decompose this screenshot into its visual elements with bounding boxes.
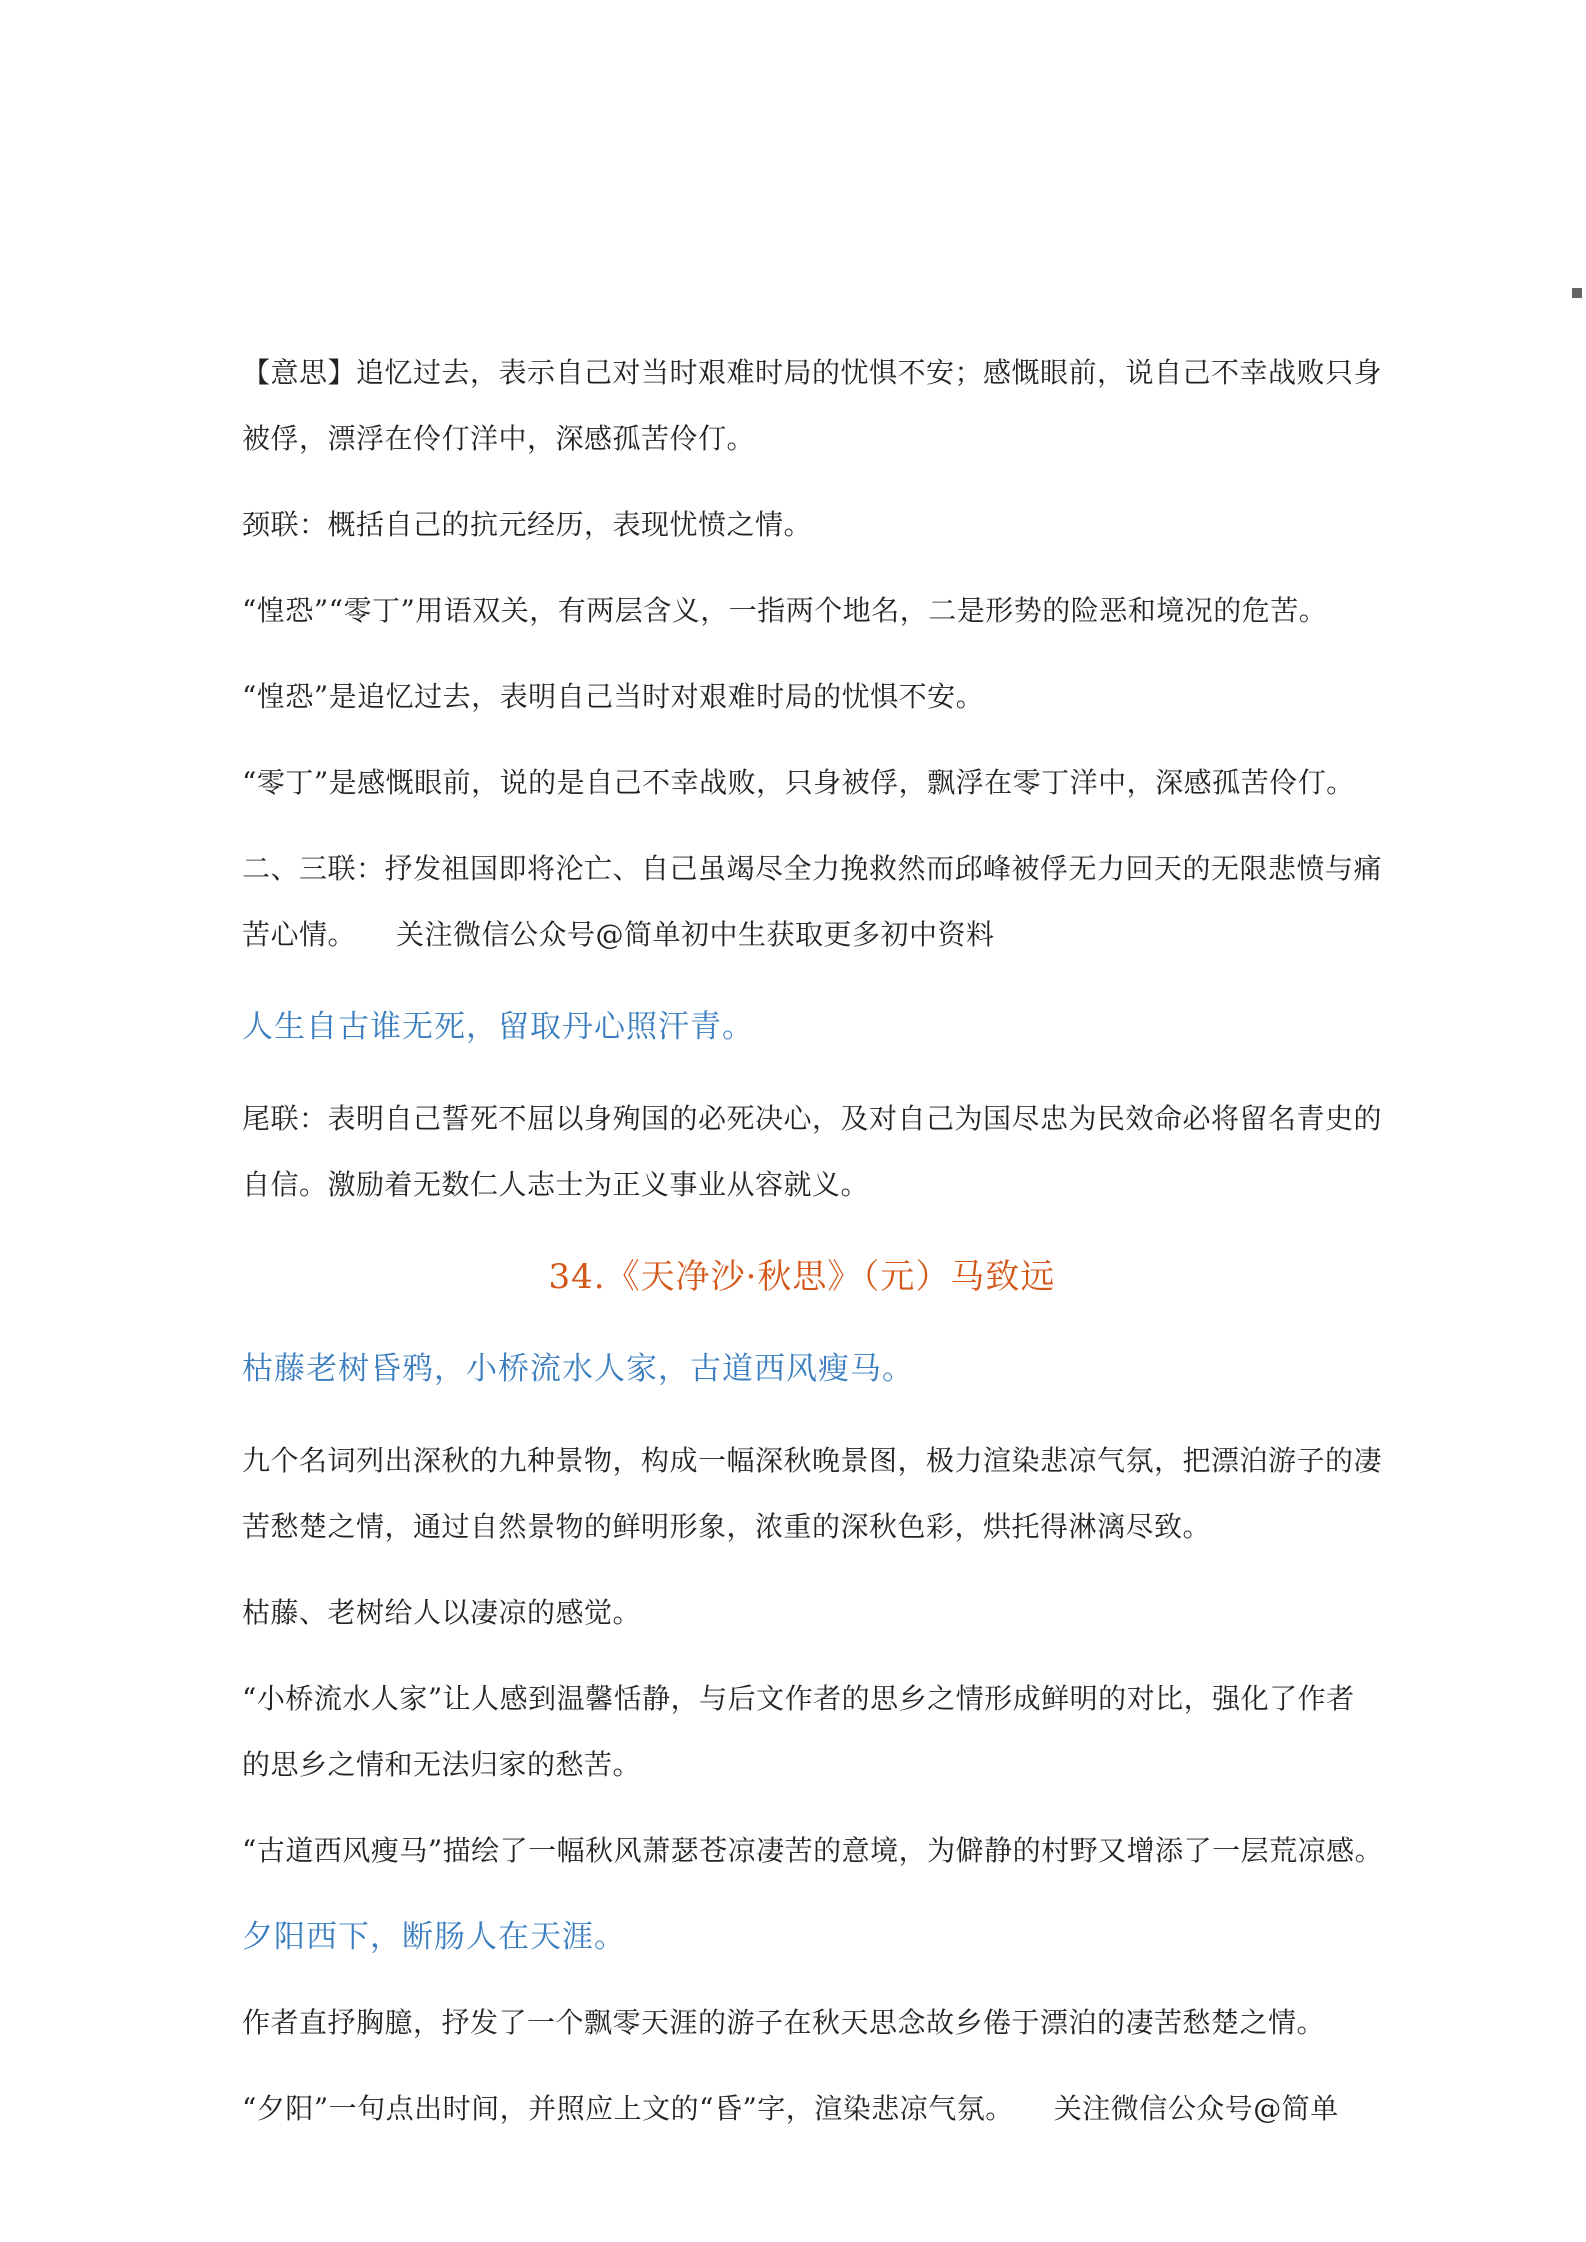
- paragraph-small-bridge: [242, 1666, 1362, 1798]
- paragraph-neck-couplet: [242, 492, 1362, 558]
- text-line: 颈联：概括自己的抗元经历，表现忧愤之情。: [242, 508, 813, 541]
- text-line: “小桥流水人家”让人感到温馨恬静，与后文作者的思乡之情形成鲜明的对比，强化了作者: [242, 1682, 1355, 1715]
- text-line: “惶恐”是追忆过去，表明自己当时对艰难时局的忧惧不安。: [242, 680, 985, 713]
- text-line: 苦心情。 关注微信公众号@简单初中生获取更多初中资料: [242, 918, 995, 951]
- document-content: [242, 340, 1384, 2142]
- wechat-promo-text: 关注微信公众号@简单: [1053, 2092, 1339, 2125]
- paragraph-meaning: [242, 340, 1383, 472]
- paragraph-huangkong: [242, 664, 1362, 730]
- text-line: “古道西风瘦马”描绘了一幅秋风萧瑟苍凉凄苦的意境，为僻静的村野又增添了一层荒凉感。: [242, 1834, 1384, 1867]
- text-line: 被俘，漂浮在伶仃洋中，深感孤苦伶仃。: [242, 422, 756, 455]
- text-line: 苦愁楚之情，通过自然景物的鲜明形象，浓重的深秋色彩，烘托得淋漓尽致。: [242, 1510, 1212, 1543]
- text-line: 尾联：表明自己誓死不屈以身殉国的必死决心，及对自己为国尽忠为民效命必将留名青史的: [242, 1102, 1383, 1135]
- wechat-promo-text: 关注微信公众号@简单初中生获取更多初中资料: [396, 918, 995, 951]
- paragraph-direct-expression: [242, 1990, 1362, 2056]
- text-line: “夕阳”一句点出时间，并照应上文的“昏”字，渲染悲凉气氛。 关注微信公众号@简单: [242, 2092, 1339, 2125]
- poem-title-heading: 34.《天净沙·秋思》（元）马致远: [548, 1257, 1056, 1297]
- verse-line: 夕阳西下，断肠人在天涯。: [242, 1919, 626, 1955]
- text-line: 【意思】追忆过去，表示自己对当时艰难时局的忧惧不安；感慨眼前，说自己不幸战败只身: [242, 356, 1383, 389]
- paragraph-lingding: [242, 750, 1362, 816]
- paragraph-tail-couplet: [242, 1086, 1383, 1218]
- text-line: 的思乡之情和无法归家的愁苦。: [242, 1748, 642, 1781]
- verse-line: 人生自古谁无死，留取丹心照汗青。: [242, 1009, 754, 1045]
- text-line: “惶恐”“零丁”用语双关，有两层含义，一指两个地名，二是形势的险恶和境况的危苦。: [242, 594, 1328, 627]
- paragraph-ancient-road: [242, 1818, 1384, 1884]
- paragraph-pun: [242, 578, 1362, 644]
- page-edge-marker: [1572, 288, 1582, 298]
- text-line: 二、三联：抒发祖国即将沦亡、自己虽竭尽全力挽救然而邱峰被俘无力回天的无限悲愤与痛: [242, 852, 1383, 885]
- text-line: 枯藤、老树给人以凄凉的感觉。: [242, 1596, 642, 1629]
- text-line: 九个名词列出深秋的九种景物，构成一幅深秋晚景图，极力渲染悲凉气氛，把漂泊游子的凄: [242, 1444, 1383, 1477]
- paragraph-vines-trees: [242, 1580, 1362, 1646]
- paragraph-sunset: [242, 2076, 1362, 2142]
- paragraph-nine-nouns: [242, 1428, 1383, 1560]
- paragraph-couplets-2-3: [242, 836, 1383, 968]
- text-line: “零丁”是感慨眼前，说的是自己不幸战败，只身被俘，飘浮在零丁洋中，深感孤苦伶仃。: [242, 766, 1355, 799]
- text-line: 作者直抒胸臆，抒发了一个飘零天涯的游子在秋天思念故乡倦于漂泊的凄苦愁楚之情。: [242, 2006, 1326, 2039]
- verse-line: 枯藤老树昏鸦，小桥流水人家，古道西风瘦马。: [242, 1351, 914, 1387]
- text-line: 自信。激励着无数仁人志士为正义事业从容就义。: [242, 1168, 870, 1201]
